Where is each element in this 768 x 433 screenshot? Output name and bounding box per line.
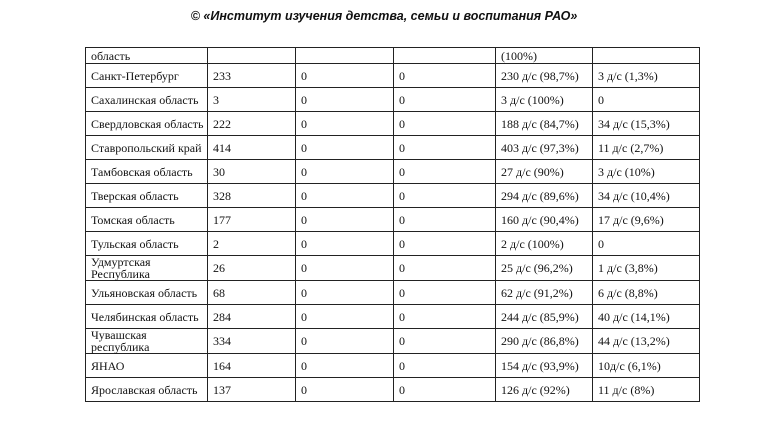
table-cell: 2 д/с (100%): [496, 232, 593, 256]
table-cell: 62 д/с (91,2%): [496, 281, 593, 305]
table-cell: 0: [296, 354, 394, 378]
table-cell: 0: [296, 160, 394, 184]
table-cell: 0: [394, 64, 496, 88]
table-cell: 27 д/с (90%): [496, 160, 593, 184]
table-cell: [593, 48, 700, 64]
table-cell: 3 д/с (1,3%): [593, 64, 700, 88]
table-row: [86, 208, 700, 232]
table-cell: область: [86, 48, 208, 64]
table-cell: 403 д/с (97,3%): [496, 136, 593, 160]
table-cell: 0: [394, 256, 496, 281]
table-cell: 0: [296, 232, 394, 256]
table-row: [86, 329, 700, 354]
table-cell: 0: [394, 88, 496, 112]
table-cell: 0: [296, 208, 394, 232]
region-cell: Сахалинская область: [86, 88, 208, 112]
table-cell: 414: [208, 136, 296, 160]
table-cell: 3 д/с (10%): [593, 160, 700, 184]
table-cell: 34 д/с (10,4%): [593, 184, 700, 208]
table-row: [86, 378, 700, 402]
table-cell: 290 д/с (86,8%): [496, 329, 593, 354]
table-cell: 137: [208, 378, 296, 402]
table-cell: 0: [593, 232, 700, 256]
table-row: [86, 305, 700, 329]
table-cell: 164: [208, 354, 296, 378]
table-cell: 26: [208, 256, 296, 281]
table-row: [86, 112, 700, 136]
table-row: [86, 48, 700, 64]
table-cell: 230 д/с (98,7%): [496, 64, 593, 88]
table-cell: 0: [296, 256, 394, 281]
table-cell: 154 д/с (93,9%): [496, 354, 593, 378]
table-cell: [208, 48, 296, 64]
region-cell: Томская область: [86, 208, 208, 232]
table-cell: 0: [394, 232, 496, 256]
table-cell: 25 д/с (96,2%): [496, 256, 593, 281]
table-cell: 10д/с (6,1%): [593, 354, 700, 378]
table-row: [86, 160, 700, 184]
table-row: [86, 88, 700, 112]
region-cell: Чувашская республика: [86, 329, 208, 354]
table-cell: 0: [394, 281, 496, 305]
table-cell: 0: [296, 184, 394, 208]
table-cell: 294 д/с (89,6%): [496, 184, 593, 208]
region-cell: Ставропольский край: [86, 136, 208, 160]
table-cell: 6 д/с (8,8%): [593, 281, 700, 305]
region-cell: Тверская область: [86, 184, 208, 208]
table-cell: 0: [593, 88, 700, 112]
table-cell: 0: [394, 160, 496, 184]
table-cell: 17 д/с (9,6%): [593, 208, 700, 232]
table-row: [86, 354, 700, 378]
region-cell: ЯНАО: [86, 354, 208, 378]
table-cell: 3 д/с (100%): [496, 88, 593, 112]
table-cell: 0: [394, 136, 496, 160]
region-cell: Свердловская область: [86, 112, 208, 136]
region-cell: Удмуртская Республика: [86, 256, 208, 281]
table-cell: [296, 48, 394, 64]
table-cell: 1 д/с (3,8%): [593, 256, 700, 281]
table-cell: 222: [208, 112, 296, 136]
table-cell: 44 д/с (13,2%): [593, 329, 700, 354]
region-cell: Ульяновская область: [86, 281, 208, 305]
table-cell: 160 д/с (90,4%): [496, 208, 593, 232]
region-cell: Тамбовская область: [86, 160, 208, 184]
table-cell: 0: [394, 208, 496, 232]
document-header: © «Институт изучения детства, семьи и воспитания РАО»: [190, 9, 578, 23]
table-cell: 0: [394, 378, 496, 402]
table-cell: 30: [208, 160, 296, 184]
table-row: [86, 64, 700, 88]
table-cell: (100%): [496, 48, 593, 64]
table-cell: 0: [296, 329, 394, 354]
table-cell: 233: [208, 64, 296, 88]
table-cell: 334: [208, 329, 296, 354]
table-cell: 0: [296, 378, 394, 402]
region-cell: Ярославская область: [86, 378, 208, 402]
table-cell: 40 д/с (14,1%): [593, 305, 700, 329]
table-cell: 0: [296, 281, 394, 305]
table-cell: 0: [394, 305, 496, 329]
table-cell: 0: [296, 305, 394, 329]
table-cell: 34 д/с (15,3%): [593, 112, 700, 136]
table-cell: 3: [208, 88, 296, 112]
table-cell: 244 д/с (85,9%): [496, 305, 593, 329]
table-row: [86, 232, 700, 256]
table-cell: 0: [296, 88, 394, 112]
table-row: [86, 136, 700, 160]
table-cell: 0: [394, 112, 496, 136]
table-cell: 11 д/с (8%): [593, 378, 700, 402]
table-cell: 0: [296, 64, 394, 88]
region-cell: Санкт-Петербург: [86, 64, 208, 88]
table-row: [86, 281, 700, 305]
table-cell: 68: [208, 281, 296, 305]
data-table: [85, 47, 700, 402]
table-cell: 0: [394, 354, 496, 378]
table-cell: 0: [296, 112, 394, 136]
table-row: [86, 256, 700, 281]
table-cell: 2: [208, 232, 296, 256]
table-cell: 188 д/с (84,7%): [496, 112, 593, 136]
table-cell: [394, 48, 496, 64]
table-cell: 11 д/с (2,7%): [593, 136, 700, 160]
table-cell: 328: [208, 184, 296, 208]
table-cell: 0: [394, 329, 496, 354]
table-cell: 126 д/с (92%): [496, 378, 593, 402]
region-cell: Тульская область: [86, 232, 208, 256]
table-row: [86, 184, 700, 208]
region-cell: Челябинская область: [86, 305, 208, 329]
table-cell: 0: [394, 184, 496, 208]
table-cell: 177: [208, 208, 296, 232]
table-cell: 284: [208, 305, 296, 329]
table-cell: 0: [296, 136, 394, 160]
